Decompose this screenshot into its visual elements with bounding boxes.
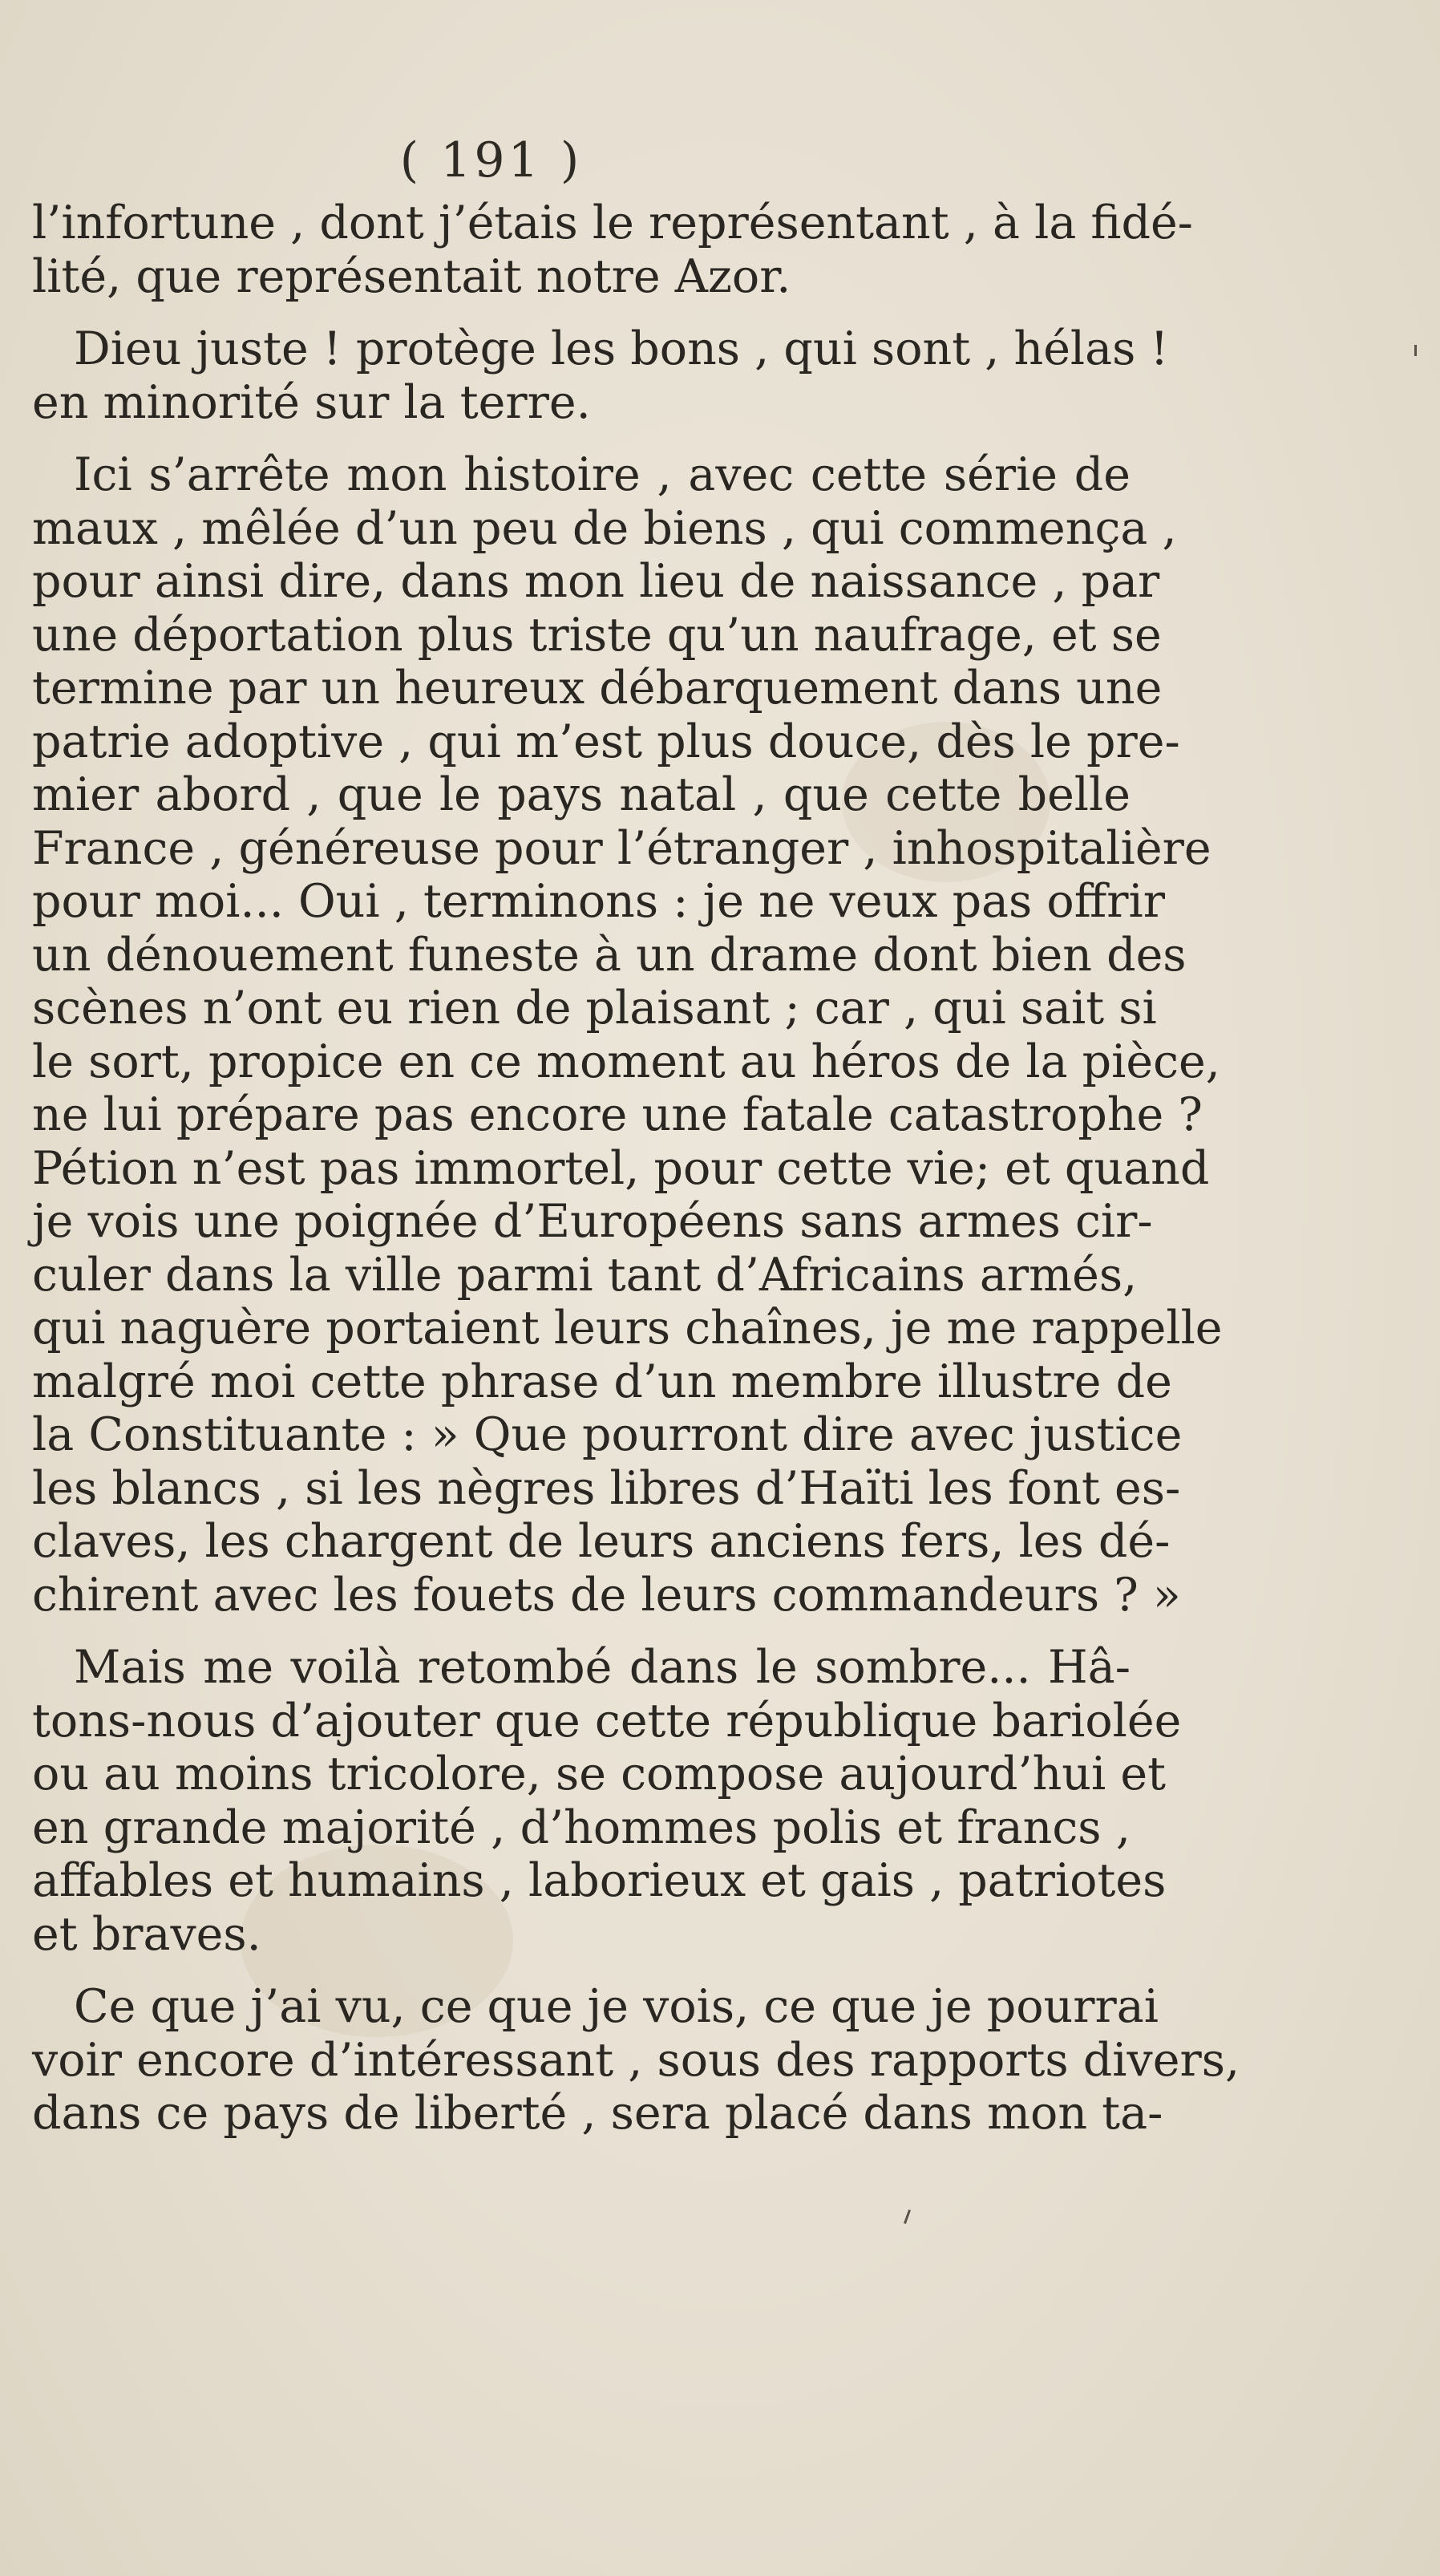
text-line: je vois une poignée d’Européens sans armes cir- bbox=[32, 1195, 1153, 1248]
paragraph-gap bbox=[32, 1622, 1131, 1641]
text-line: une déportation plus triste qu’un naufrage, et se bbox=[32, 608, 1162, 662]
text-line: un dénouement funeste à un drame dont bien des bbox=[32, 928, 1187, 982]
paragraph-gap bbox=[32, 429, 1131, 448]
paper-speck bbox=[904, 2209, 911, 2224]
text-line: ou au moins tricolore, se compose aujourd’hui et bbox=[32, 1748, 1166, 1800]
text-line: l’infortune , dont j’étais le représentant , à la fidé- bbox=[32, 196, 1193, 249]
text-line: France , généreuse pour l’étranger , inhospitalière bbox=[32, 821, 1211, 875]
text-line: dans ce pays de liberté , sera placé dans mon ta- bbox=[32, 2087, 1163, 2140]
text-line: patrie adoptive , qui m’est plus douce, dès le pre- bbox=[32, 715, 1180, 768]
text-line: en minorité sur la terre. bbox=[32, 375, 591, 429]
text-line: Dieu juste ! protège les bons , qui sont , hélas ! bbox=[74, 322, 1169, 375]
paragraph bbox=[32, 448, 1223, 1622]
text-line: et braves. bbox=[32, 1907, 261, 1961]
text-line: Pétion n’est pas immortel, pour cette vie; et quand bbox=[32, 1141, 1210, 1195]
text-line: termine par un heureux débarquement dans une bbox=[32, 662, 1163, 715]
paper-speck bbox=[1414, 345, 1417, 356]
text-line: les blancs , si les nègres libres d’Haïti les font es- bbox=[32, 1461, 1181, 1515]
text-line: pour ainsi dire, dans mon lieu de naissance , par bbox=[32, 555, 1160, 608]
text-line: qui naguère portaient leurs chaînes, je me rappelle bbox=[32, 1302, 1223, 1355]
text-line: Mais me voilà retombé dans le sombre... Hâ- bbox=[74, 1641, 1131, 1694]
text-line: la Constituante : » Que pourront dire avec justice bbox=[32, 1408, 1183, 1461]
text-line: tons-nous d’ajouter que cette république bariolée bbox=[32, 1694, 1182, 1748]
paragraph bbox=[32, 196, 1193, 303]
paragraph-gap bbox=[32, 303, 1131, 322]
text-line: Ce que j’ai vu, ce que je vois, ce que je pourrai bbox=[74, 1980, 1159, 2033]
paragraph bbox=[32, 1641, 1182, 1961]
text-line: le sort, propice en ce moment au héros de la pièce, bbox=[32, 1035, 1220, 1088]
text-line: lité, que représentait notre Azor. bbox=[32, 249, 791, 303]
paragraph-gap bbox=[32, 1961, 1131, 1980]
text-line: Ici s’arrête mon histoire , avec cette série de bbox=[74, 448, 1131, 501]
text-line: malgré moi cette phrase d’un membre illustre de bbox=[32, 1355, 1172, 1408]
text-line: voir encore d’intéressant , sous des rapports divers, bbox=[32, 2033, 1240, 2087]
text-line: affables et humains , laborieux et gais , patriotes bbox=[32, 1854, 1167, 1907]
text-line: ne lui prépare pas encore une fatale catastrophe ? bbox=[32, 1088, 1203, 1141]
body-text bbox=[32, 196, 1240, 2141]
text-line: claves, les chargent de leurs anciens fers, les dé- bbox=[32, 1515, 1171, 1568]
text-line: maux , mêlée d’un peu de biens , qui commença , bbox=[32, 501, 1177, 555]
text-line: chirent avec les fouets de leurs commandeurs ? » bbox=[32, 1568, 1181, 1622]
text-line: culer dans la ville parmi tant d’Africains armés, bbox=[32, 1248, 1138, 1302]
text-line: mier abord , que le pays natal , que cette belle bbox=[32, 768, 1131, 821]
paragraph bbox=[32, 1980, 1240, 2141]
text-line: pour moi... Oui , terminons : je ne veux pas offrir bbox=[32, 875, 1165, 928]
paragraph bbox=[32, 322, 1169, 429]
text-line: en grande majorité , d’hommes polis et francs , bbox=[32, 1800, 1131, 1854]
page-number: ( 191 ) bbox=[399, 132, 583, 188]
text-line: scènes n’ont eu rien de plaisant ; car , qui sait si bbox=[32, 982, 1157, 1035]
